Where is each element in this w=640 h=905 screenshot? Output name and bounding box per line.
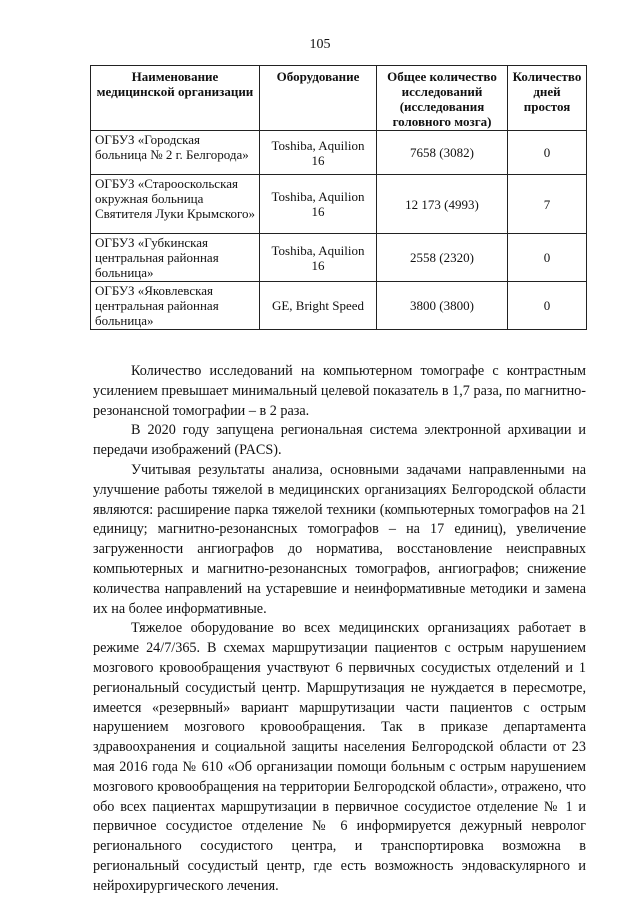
cell-equipment: Toshiba, Aquilion 16 — [260, 131, 377, 175]
cell-total-studies: 7658 (3082) — [377, 131, 508, 175]
body-text — [93, 362, 586, 897]
cell-total-studies: 3800 (3800) — [377, 282, 508, 330]
cell-downtime: 0 — [508, 234, 587, 282]
cell-organization: ОГБУЗ «Яковлевская центральная районная больница» — [91, 282, 260, 330]
page-number: 105 — [309, 37, 331, 52]
cell-downtime: 0 — [508, 282, 587, 330]
cell-total-studies: 2558 (2320) — [377, 234, 508, 282]
paragraph-routing: Тяжелое оборудование во всех медицинских организациях работает в режиме 24/7/365. В схемах маршрутизации пациентов с острым нарушением мозгового кровообращения участвуют 6 первичных сосудистых отделений и 1 региональный сосудистый центр. Маршрутизация не нуждается в пересмотре, имеется «резервный» вариант маршрутизации части пациентов с острым нарушением мозгового кровообращения. Так в приказе департамента здравоохранения и социальной защиты населения Белгородской области от 23 мая 2016 года № 610 «Об организации помощи больным с острым нарушением мозгового кровообращения на территории Белгородской области», отражено, что обо всех пациентах маршрутизации в первичное сосудистое отделение № 1 и первичное сосудистое отделение № 6 информируется дежурный невролог регионального сосудистого центра, и транспортировка возможна в региональный сосудистый центр, где есть возможность эндоваскулярного и нейрохирургического лечения. — [93, 620, 586, 894]
header-downtime-days: Количество дней простоя — [508, 66, 587, 131]
table-row — [91, 175, 587, 234]
cell-downtime: 7 — [508, 175, 587, 234]
table-header-row — [91, 66, 587, 131]
table-row — [91, 282, 587, 330]
cell-total-studies: 12 173 (4993) — [377, 175, 508, 234]
equipment-table — [90, 65, 587, 330]
paragraph-contrast-studies: Количество исследований на компьютерном томографе с контрастным усилением превышает минимальный целевой показатель в 1,7 раза, по магнитно-резонансной томографии – в 2 раза. — [93, 363, 586, 419]
cell-equipment: Toshiba, Aquilion 16 — [260, 234, 377, 282]
paragraph-pacs: В 2020 году запущена региональная система электронной архивации и передачи изображений (PACS). — [93, 422, 586, 459]
paragraph-tasks: Учитывая результаты анализа, основными задачами направленными на улучшение работы тяжелой в медицинских организациях Белгородской области являются: расширение парка тяжелой техники (компьютерных томографов на 21 единицу; магнитно-резонансных томографов – на 17 единиц), увеличение загруженности ангиографов до норматива, восстановление неисправных компьютерных и магнитно-резонансных томографов, ангиографов; снижение количества направлений на устаревшие и неинформативные методики и замена их на более информативные. — [93, 461, 586, 617]
cell-organization: ОГБУЗ «Городская больница № 2 г. Белгорода» — [91, 131, 260, 175]
header-equipment: Оборудование — [260, 66, 377, 131]
header-total-studies: Общее количество исследований (исследования головного мозга) — [377, 66, 508, 131]
cell-organization: ОГБУЗ «Старооскольская окружная больница Святителя Луки Крымского» — [91, 175, 260, 234]
table-row — [91, 234, 587, 282]
cell-organization: ОГБУЗ «Губкинская центральная районная больница» — [91, 234, 260, 282]
cell-equipment: GE, Bright Speed — [260, 282, 377, 330]
cell-downtime: 0 — [508, 131, 587, 175]
header-organization: Наименование медицинской организации — [91, 66, 260, 131]
table-row — [91, 131, 587, 175]
table-body — [91, 131, 587, 330]
table-header — [91, 66, 587, 131]
cell-equipment: Toshiba, Aquilion 16 — [260, 175, 377, 234]
